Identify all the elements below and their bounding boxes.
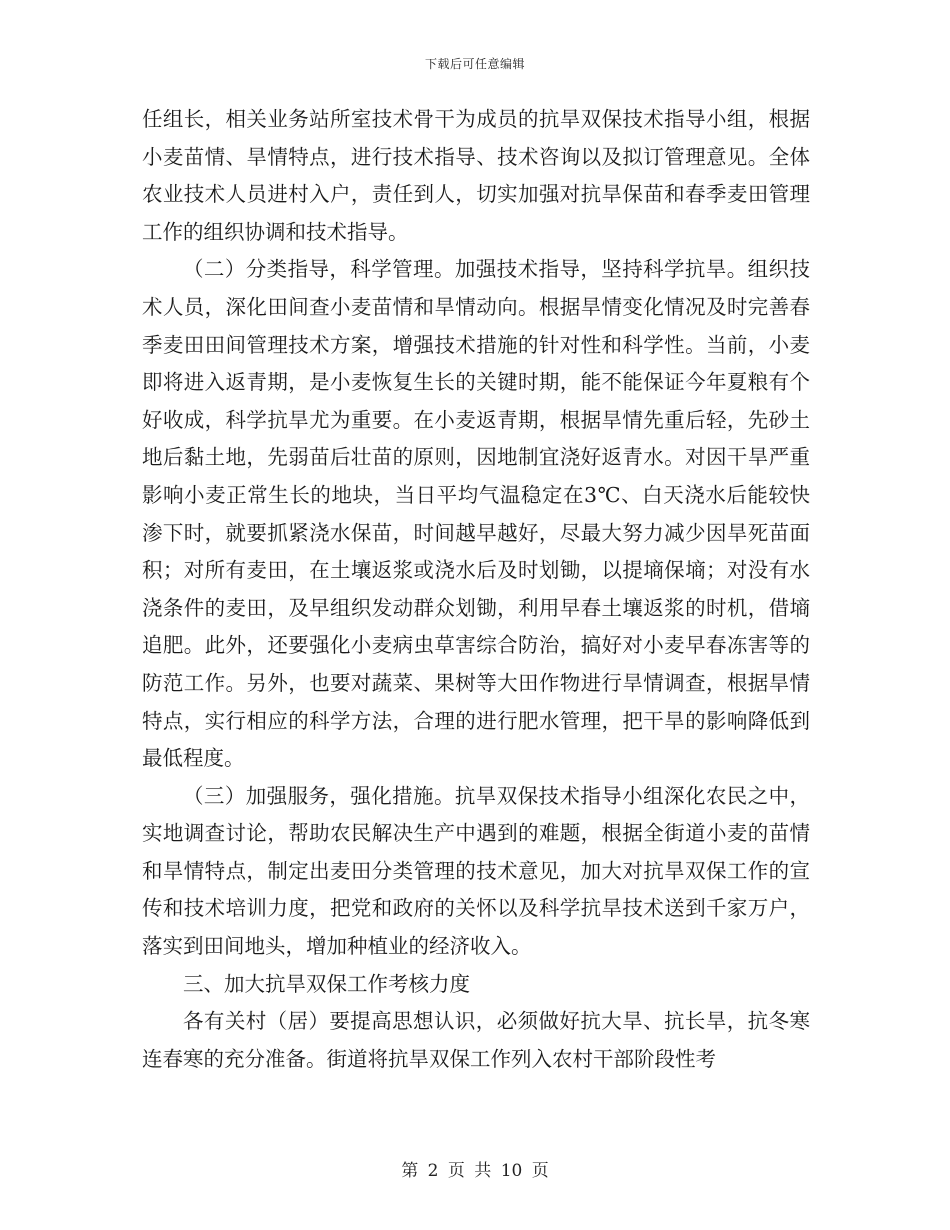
- section-heading-3: 三、加大抗旱双保工作考核力度: [183, 971, 470, 996]
- body-paragraph-section-2: （二）分类指导，科学管理。加强技术指导，坚持科学抗旱。组织技术人员，深化田间查小麦苗情和旱情动向。根据旱情变化情况及时完善春季麦田田间管理技术方案，增强技术措施的针对性和科学性。当前，小麦即将进入返青期，是小麦恢复生长的关键时期，能不能保证今年夏粮有个好收成，科学抗旱尤为重要。在小麦返青期，根据旱情先重后轻，先砂土地后黏土地，先弱苗后壮苗的原则，因地制宜浇好返青水。对因干旱严重影响小麦正常生长的地块，当日平均气温稳定在3℃、白天浇水后能较快渗下时，就要抓紧浇水保苗，时间越早越好，尽最大努力减少因旱死苗面积；对所有麦田，在土壤返浆或浇水后及时划锄，以提墒保墒；对没有水浇条件的麦田，及早组织发动群众划锄，利用早春土壤返浆的时机，借墒追肥。此外，还要强化小麦病虫草害综合防治，搞好对小麦早春冻害等的防范工作。另外，也要对蔬菜、果树等大田作物进行旱情调查，根据旱情特点，实行相应的科学方法，合理的进行肥水管理，把干旱的影响降低到最低程度。: [142, 257, 810, 771]
- page-header-note: 下载后可任意编辑: [424, 57, 525, 71]
- document-body: [142, 101, 810, 1078]
- body-paragraph-assessment: 各有关村（居）要提高思想认识，必须做好抗大旱、抗长旱，抗冬寒连春寒的充分准备。街道将抗旱双保工作列入农村干部阶段性考: [142, 1009, 810, 1071]
- body-paragraph-section-3: （三）加强服务，强化措施。抗旱双保技术指导小组深化农民之中，实地调查讨论，帮助农民解决生产中遇到的难题，根据全街道小麦的苗情和旱情特点，制定出麦田分类管理的技术意见，加大对抗旱双保工作的宣传和技术培训力度，把党和政府的关怀以及科学抗旱技术送到千家万户，落实到田间地头，增加种植业的经济收入。: [142, 783, 810, 959]
- page-number: 第 2 页 共 10 页: [401, 1161, 549, 1181]
- body-paragraph-continuation: 任组长，相关业务站所室技术骨干为成员的抗旱双保技术指导小组，根据小麦苗情、旱情特点，进行技术指导、技术咨询以及拟订管理意见。全体农业技术人员进村入户，责任到人，切实加强对抗旱保苗和春季麦田管理工作的组织协调和技术指导。: [142, 107, 810, 244]
